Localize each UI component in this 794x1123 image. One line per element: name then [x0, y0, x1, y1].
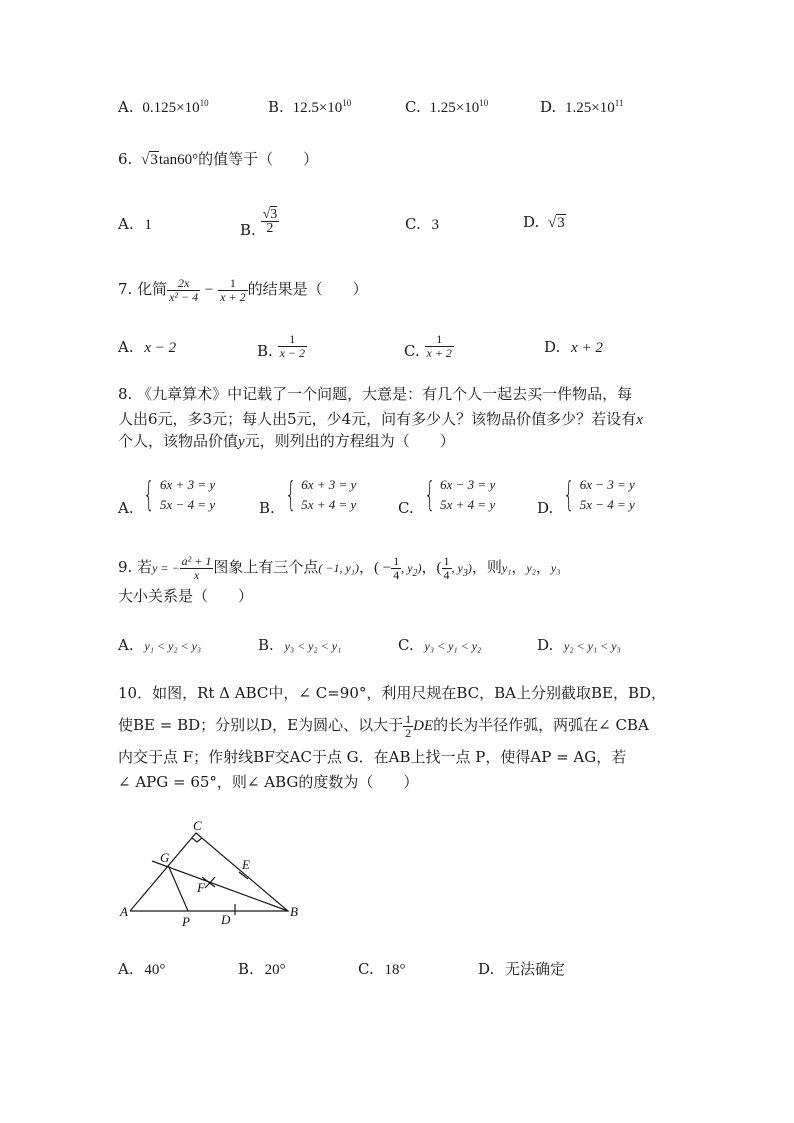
- q9-option-d: D. y₂ < y₁ < y₃: [537, 636, 621, 654]
- q8-option-b: B. { 6x + 3 = y 5x + 4 = y: [259, 475, 357, 517]
- label-e: E: [242, 857, 250, 872]
- q9-line-2: 大小关系是（ ）: [118, 587, 254, 605]
- q10-line-3: 内交于点 F；作射线BF交AC于点 G．在AB上找一点 P，使得AP = AG，若: [118, 748, 627, 766]
- label-a: A: [120, 904, 128, 919]
- brace-icon: {: [143, 475, 155, 515]
- brace-icon: {: [563, 475, 575, 515]
- q10-line-2: 使BE = BD；分别以D，E为圆心、以大于 $\frac{1}{2}$ DE的长为半径作弧，两弧在∠ CBA: [118, 711, 649, 740]
- q9-stem: 9. 若y = − $\frac{\text{a² + 1}}{x}$ 图象上有三个点( −1, y₁)，( − $\frac{1}{4}$ , $y_2$)，( $\frac{1}{4}$ , $y_3$)，则y₁，y₂，y₃: [118, 553, 561, 582]
- right-angle-mark: [192, 838, 202, 842]
- label-c: C: [193, 818, 202, 833]
- q10-line-1: 10．如图，Rt Δ ABC中，∠ C=90°，利用尺规在BC，BA上分别截取BE，BD，: [118, 684, 667, 702]
- q8-option-d: D. { 6x − 3 = y 5x − 4 = y: [537, 475, 635, 517]
- q6-sqrt: √3: [141, 152, 158, 168]
- label-b: B: [290, 904, 298, 919]
- q5-option-d: D. $1.25\times 10^{11}$: [540, 98, 624, 116]
- q6-option-c: C. 3: [405, 215, 439, 233]
- q5-option-a: A. $0.125\times 10^{10}$: [118, 98, 209, 116]
- q6-option-d: D. √3: [523, 213, 565, 231]
- brace-icon: {: [423, 475, 435, 515]
- q10-option-c: C. 18°: [358, 960, 406, 978]
- q7-stem: 7. 化简 $\frac{2x}{\text{x² − 4}}$ − $\frac{1}{x + 2}$ 的结果是（ ）: [118, 275, 368, 304]
- q10-option-d: D. 无法确定: [478, 960, 566, 978]
- q8-line-2: 人出6元，多3元；每人出5元，少4元，问有多少人？该物品价值多少？若设有x: [118, 410, 643, 428]
- q6-option-a: A. 1: [118, 215, 152, 233]
- ray-bf: [152, 861, 288, 911]
- q10-option-a: A. 40°: [118, 960, 166, 978]
- q6-stem: 6. √3tan60°的值等于（ ）: [118, 150, 319, 168]
- q9-option-a: A. y₁ < y₂ < y₃: [118, 636, 202, 654]
- q7-option-a: A. x − 2: [118, 338, 177, 356]
- q7-fraction-2: $\frac{1}{x + 2}$: [220, 275, 246, 304]
- q7-option-b: B. $\frac{1}{x - 2}$: [257, 331, 306, 360]
- triangle-figure: [118, 815, 318, 935]
- label-p: P: [182, 914, 190, 929]
- q6-option-b-fraction: $\frac{√3}{2}$: [262, 206, 278, 236]
- label-g: G: [160, 850, 170, 865]
- q6-number: 6.: [118, 150, 133, 168]
- q8-line-1: 8. 《九章算术》中记载了一个问题，大意是：有几个人一起去买一件物品，每: [118, 385, 633, 403]
- q10-line-4: ∠ APG = 65°，则∠ ABG的度数为（ ）: [118, 773, 419, 791]
- brace-icon: {: [284, 475, 296, 515]
- q7-option-c: C. $\frac{1}{x + 2}$: [404, 331, 452, 360]
- q5-option-c: C. $1.25\times 10^{10}$: [405, 98, 489, 116]
- q9-option-b: B. y₃ < y₂ < y₁: [258, 636, 342, 654]
- q7-option-d: D. x + 2: [544, 338, 603, 356]
- q9-option-c: C. y₃ < y₁ < y₂: [398, 636, 482, 654]
- q8-option-a: A. { 6x + 3 = y 5x − 4 = y: [118, 475, 216, 517]
- segment-gp: [168, 865, 188, 911]
- q8-option-c: C. { 6x − 3 = y 5x + 4 = y: [398, 475, 496, 517]
- label-f: F: [197, 880, 205, 895]
- q6-option-b: B. $\frac{√3}{2}$: [240, 206, 278, 239]
- q7-fraction-1: $\frac{2x}{\text{x² − 4}}$: [169, 275, 199, 304]
- triangle-outline: [130, 833, 288, 911]
- label-d: D: [221, 912, 231, 927]
- q5-option-b: B. $12.5\times 10^{10}$: [268, 98, 352, 116]
- q8-line-3: 个人，该物品价值y元，则列出的方程组为（ ）: [118, 432, 455, 450]
- q10-option-b: B. 20°: [238, 960, 286, 978]
